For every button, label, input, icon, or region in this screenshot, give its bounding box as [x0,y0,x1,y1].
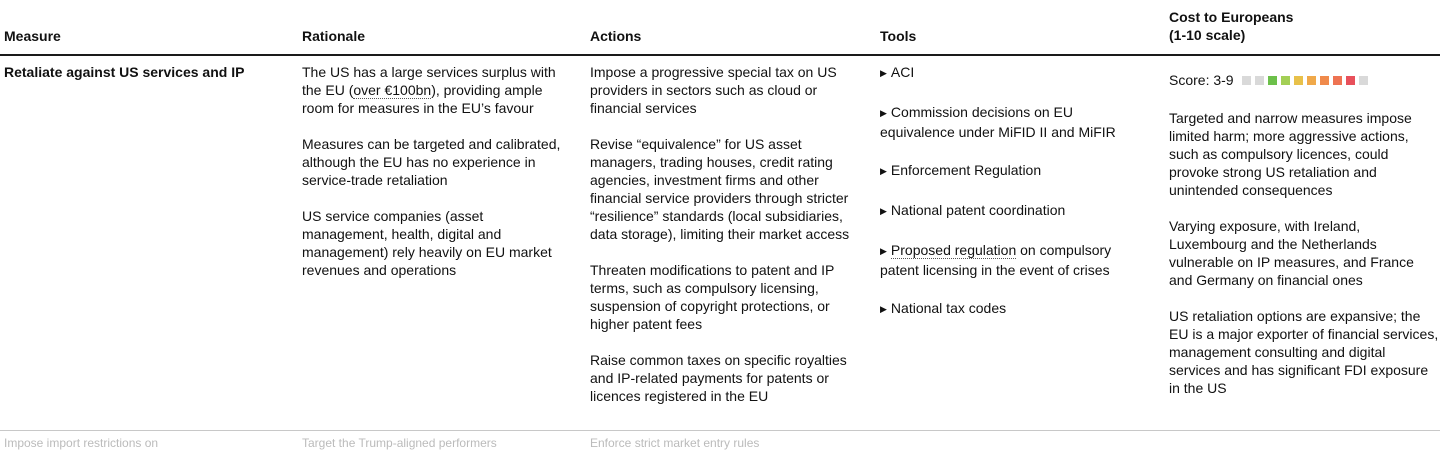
next-row-rationale: Target the Trump-aligned performers [302,436,497,450]
score-square [1333,76,1342,85]
triangle-right-icon: ▶ [880,108,887,118]
next-row-actions: Enforce strict market entry rules [590,436,760,450]
header-cost [1169,8,1439,44]
actions-cell [590,63,862,423]
surplus-link[interactable]: over €100bn [353,82,432,98]
tool-item [880,299,1150,319]
tool-item [880,161,1150,181]
score-square [1346,76,1355,85]
cost-paragraph: Targeted and narrow measures impose limited harm; more aggressive actions, such as compulsory licences, could provoke strong US retaliation and unintended consequences [1169,110,1412,198]
tool-label: on compulsory patent licensing in the event of crises [880,242,1112,278]
tool-label: ACI [890,64,915,80]
cost-cell [1169,63,1439,415]
rationale-cell [302,63,570,297]
triangle-right-icon: ▶ [880,246,887,256]
triangle-right-icon: ▶ [880,68,887,78]
next-row-measure: Impose import restrictions on [4,436,159,450]
score-square [1320,76,1329,85]
score-scale [1242,71,1372,89]
tool-item [880,201,1150,221]
score-square [1268,76,1277,85]
row-divider [0,430,1440,431]
header-rationale: Rationale [302,28,366,44]
action-item: Threaten modifications to patent and IP terms, such as compulsory licensing, suspension of copyright protections, or higher patent fees [590,262,835,332]
header-cost-scale: (1-10 scale) [1169,27,1246,43]
tool-label: National patent coordination [890,202,1066,218]
action-item: Impose a progressive special tax on US providers in sectors such as cloud or financial services [590,64,837,116]
score-square [1359,76,1368,85]
cost-paragraph: Varying exposure, with Ireland, Luxembourg and the Netherlands vulnerable on IP measures, and France and Germany on financial ones [1169,218,1414,288]
rationale-paragraph: US service companies (asset management, health, digital and management) rely heavily on EU market revenues and operations [302,208,552,278]
action-item: Revise “equivalence” for US asset managers, trading houses, credit rating agencies, investment firms and other financial service providers through stricter “resilience” standards (local subsidiaries, data storage), limiting their market access [590,136,850,242]
tool-item [880,63,1150,83]
header-cost-title: Cost to Europeans [1169,9,1294,25]
tool-item [880,103,1150,141]
header-tools: Tools [880,28,917,44]
tool-label: Enforcement Regulation [890,162,1042,178]
header-divider [0,54,1440,56]
measure-title: Retaliate against US services and IP [4,64,245,80]
rationale-text: The US has a large services surplus with the EU ( [302,64,556,98]
score-square [1255,76,1264,85]
score-square [1281,76,1290,85]
rationale-paragraph [302,63,570,117]
header-measure: Measure [4,28,61,44]
score-square [1294,76,1303,85]
score-line [1169,71,1439,89]
tool-item [880,241,1150,279]
triangle-right-icon: ▶ [880,166,887,176]
proposed-regulation-link[interactable]: Proposed regulation [890,242,1017,258]
triangle-right-icon: ▶ [880,206,887,216]
score-square [1307,76,1316,85]
cost-paragraph: US retaliation options are expansive; the EU is a major exporter of financial services, management consulting and digital services and has significant FDI exposure in the US [1169,308,1439,396]
tool-label: Commission decisions on EU equivalence under MiFID II and MiFIR [880,104,1116,140]
score-square [1242,76,1251,85]
triangle-right-icon: ▶ [880,304,887,314]
rationale-paragraph: Measures can be targeted and calibrated, although the EU has no experience in service-trade retaliation [302,136,561,188]
action-item: Raise common taxes on specific royalties and IP-related payments for patents or licences registered in the EU [590,352,847,404]
rationale-text: ), providing ample room for measures in the EU’s favour [302,82,543,116]
header-actions: Actions [590,28,642,44]
score-label: Score: 3-9 [1169,72,1234,88]
table-header [0,0,1440,54]
tools-cell [880,63,1150,339]
tool-label: National tax codes [890,300,1007,316]
